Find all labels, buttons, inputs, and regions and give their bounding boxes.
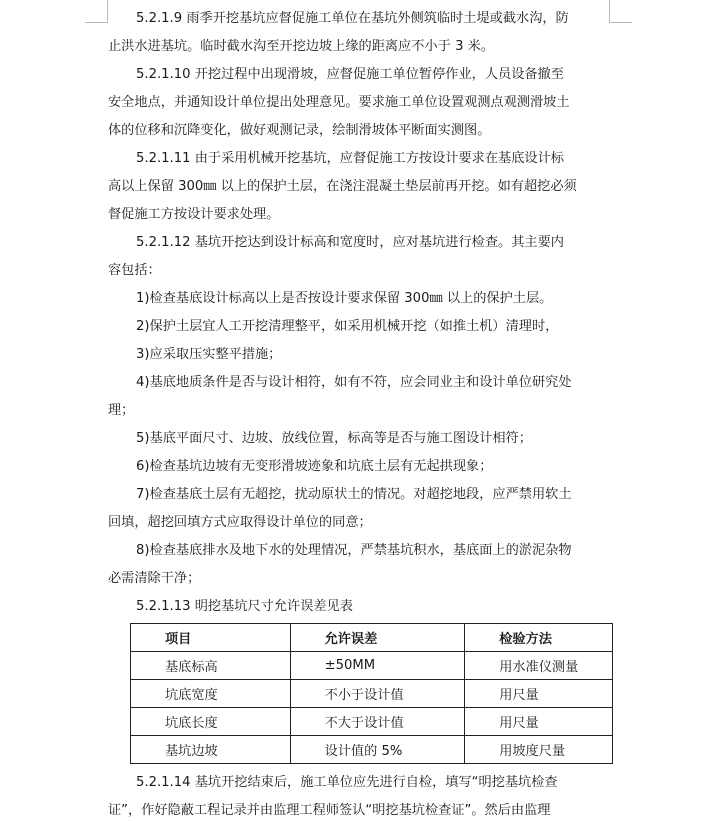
- page-corner-mark-top-right: [609, 0, 632, 23]
- list-item: 1)检查基底设计标高以上是否按设计要求保留 300㎜ 以上的保护土层。: [136, 291, 553, 306]
- paragraph-line: 督促施工方按设计要求处理。: [108, 207, 280, 222]
- paragraph-line: 体的位移和沉降变化，做好观测记录，绘制滑坡体平断面实测图。: [108, 123, 491, 138]
- table-header-row: [131, 624, 613, 652]
- list-item: 5)基底平面尺寸、边坡、放线位置，标高等是否与施工图设计相符；: [136, 431, 532, 446]
- paragraph-line: 高以上保留 300㎜ 以上的保护土层，在浇注混凝土垫层前再开挖。如有超挖必须: [108, 179, 577, 194]
- table-row: [131, 680, 613, 708]
- list-item: 6)检查基坑边坡有无变形滑坡迹象和坑底土层有无起拱现象；: [136, 459, 493, 474]
- paragraph-line: 止洪水进基坑。临时截水沟至开挖边坡上缘的距离应不小于 3 米。: [108, 39, 495, 54]
- table-cell: 不大于设计值: [290, 708, 465, 736]
- table-header-cell: 检验方法: [465, 624, 613, 652]
- table-cell: 用坡度尺量: [465, 736, 613, 764]
- table-row: [131, 652, 613, 680]
- table-cell: 基坑边坡: [131, 736, 291, 764]
- table-cell: 用尺量: [465, 680, 613, 708]
- paragraph-line: 5.2.1.11 由于采用机械开挖基坑，应督促施工方按设计要求在基底设计标: [136, 151, 564, 166]
- paragraph-line: 5.2.1.14 基坑开挖结束后，施工单位应先进行自检，填写“明挖基坑检查: [136, 775, 558, 790]
- paragraph-line: 证”，作好隐蔽工程记录并由监理工程师签认“明挖基坑检查证”。然后由监理: [108, 803, 551, 818]
- page-corner-mark-top-left: [85, 0, 108, 23]
- table-cell: 用水准仪测量: [465, 652, 613, 680]
- table-row: [131, 708, 613, 736]
- paragraph-line: 5.2.1.12 基坑开挖达到设计标高和宽度时，应对基坑进行检查。其主要内: [136, 235, 564, 250]
- table-cell: 不小于设计值: [290, 680, 465, 708]
- paragraph-line: 容包括：: [108, 263, 161, 278]
- list-item-continuation: 理；: [108, 403, 135, 418]
- table-cell: 设计值的 5%: [290, 736, 465, 764]
- tolerance-table: [130, 623, 613, 764]
- table-header-cell: 允许误差: [290, 624, 465, 652]
- list-item: 2)保护土层宜人工开挖清理整平，如采用机械开挖（如推土机）清理时，: [136, 319, 559, 334]
- paragraph-line: 5.2.1.10 开挖过程中出现滑坡，应督促施工单位暂停作业，人员设备撤至: [136, 67, 564, 82]
- table-cell: ±50MM: [290, 652, 465, 680]
- table-cell: 用尺量: [465, 708, 613, 736]
- table-cell: 基底标高: [131, 652, 291, 680]
- table-row: [131, 736, 613, 764]
- table-cell: 坑底长度: [131, 708, 291, 736]
- list-item: 3)应采取压实整平措施；: [136, 347, 282, 362]
- list-item-continuation: 回填，超挖回填方式应取得设计单位的同意；: [108, 515, 372, 530]
- list-item: 7)检查基底土层有无超挖，扰动原状土的情况。对超挖地段，应严禁用软土: [136, 487, 572, 502]
- table-header-cell: 项目: [131, 624, 291, 652]
- list-item: 8)检查基底排水及地下水的处理情况，严禁基坑积水，基底面上的淤泥杂物: [136, 543, 572, 558]
- list-item: 4)基底地质条件是否与设计相符，如有不符，应会同业主和设计单位研究处: [136, 375, 572, 390]
- list-item-continuation: 必需清除干净；: [108, 571, 201, 586]
- table-caption: 5.2.1.13 明挖基坑尺寸允许误差见表: [136, 599, 353, 614]
- paragraph-line: 安全地点，并通知设计单位提出处理意见。要求施工单位设置观测点观测滑坡土: [108, 95, 570, 110]
- paragraph-line: 5.2.1.9 雨季开挖基坑应督促施工单位在基坑外侧筑临时土堤或截水沟，防: [136, 11, 569, 26]
- table-cell: 坑底宽度: [131, 680, 291, 708]
